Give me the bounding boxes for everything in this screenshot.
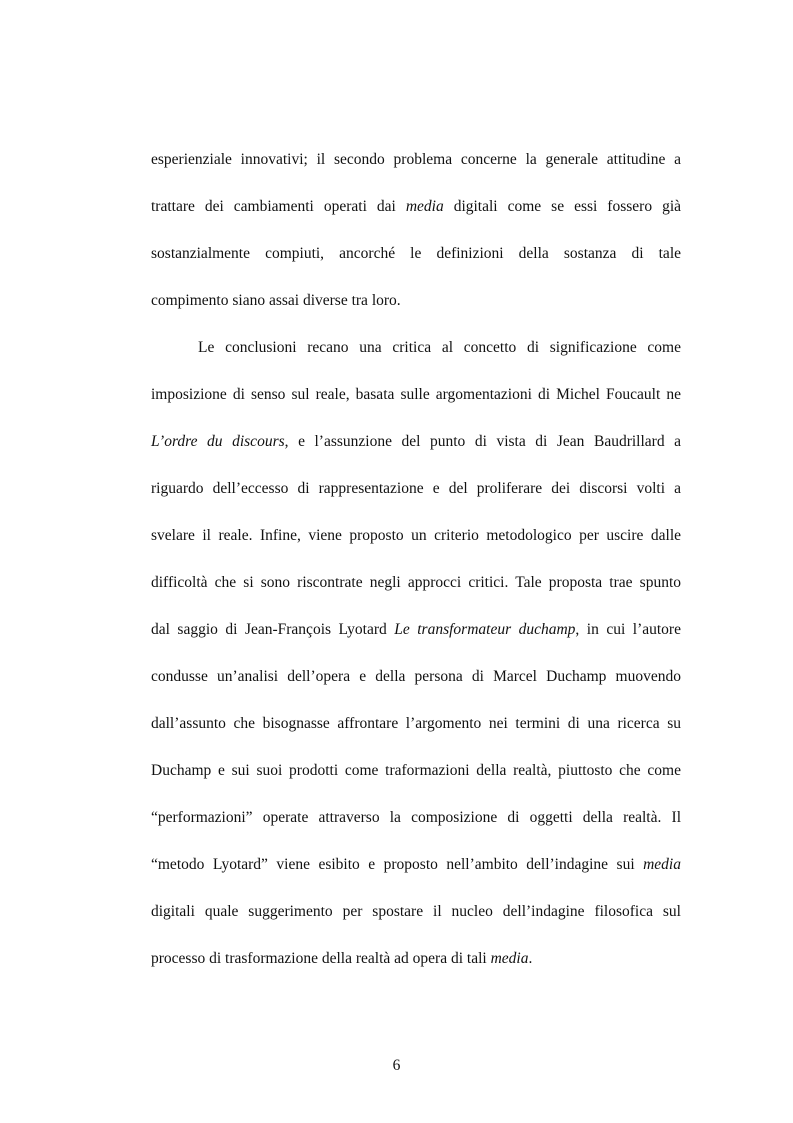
text-line: dall’assunto che bisognasse affrontare l’argomento nei termini di una ricerca su [151,715,681,732]
body-text [151,142,681,988]
text-line: sostanzialmente compiuti, ancorché le definizioni della sostanza di tale [151,245,681,262]
text-line: “metodo Lyotard” viene esibito e proposto nell’ambito dell’indagine sui media [151,856,681,873]
italic-title: Le transformateur duchamp [394,621,576,638]
text-line: difficoltà che si sono riscontrate negli approcci critici. Tale proposta trae spunto [151,574,681,591]
text-line: L’ordre du discours, e l’assunzione del punto di vista di Jean Baudrillard a [151,433,681,450]
text-line: Duchamp e sui suoi prodotti come traformazioni della realtà, piuttosto che come [151,762,681,779]
text-line: svelare il reale. Infine, viene proposto un criterio metodologico per uscire dalle [151,527,681,544]
text-line: condusse un’analisi dell’opera e della persona di Marcel Duchamp muovendo [151,668,681,685]
text-line: trattare dei cambiamenti operati dai media digitali come se essi fossero già [151,198,682,215]
text-line: “performazioni” operate attraverso la composizione di oggetti della realtà. Il [151,809,681,826]
text-line: riguardo dell’eccesso di rappresentazione e del proliferare dei discorsi volti a [151,480,681,497]
paragraph-2 [151,330,681,988]
text-line: compimento siano assai diverse tra loro. [151,292,401,309]
text-line: Le conclusioni recano una critica al concetto di significazione come [198,339,681,356]
text-line: processo di trasformazione della realtà ad opera di tali media. [151,950,533,967]
italic-term: media [490,950,529,967]
text-line: imposizione di senso sul reale, basata sulle argomentazioni di Michel Foucault ne [151,386,681,403]
paragraph-1 [151,142,681,330]
page-number: 6 [392,1057,401,1074]
italic-term: media [405,198,444,215]
italic-title: L’ordre du discours [151,433,285,450]
text-line: dal saggio di Jean-François Lyotard Le transformateur duchamp, in cui l’autore [151,621,681,638]
text-line: esperienziale innovativi; il secondo problema concerne la generale attitudine a [151,151,681,168]
text-line: digitali quale suggerimento per spostare il nucleo dell’indagine filosofica sul [151,903,681,920]
italic-term: media [643,856,681,873]
